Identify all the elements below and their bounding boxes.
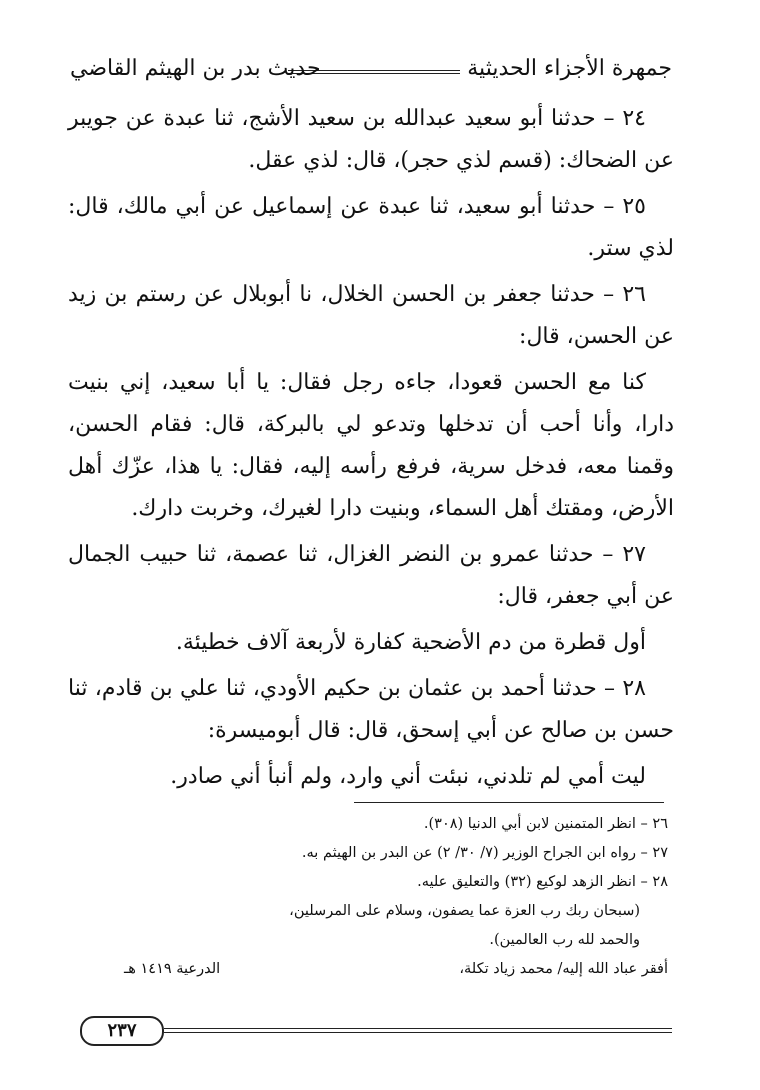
hadith-27-matn: أول قطرة من دم الأضحية كفارة لأربعة آلاف خطيئة. <box>175 630 646 655</box>
page-footer <box>72 1016 672 1046</box>
signature-row <box>80 955 668 985</box>
running-header <box>70 56 672 90</box>
footnote-separator <box>354 802 664 803</box>
closing-line-2: والحمد لله رب العالمين). <box>489 932 640 948</box>
main-text <box>68 98 674 802</box>
footnote-27: ٢٧ – رواه ابن الجراح الوزير (٧/ ٣٠/ ٢) عن البدر بن الهيثم به. <box>301 845 668 861</box>
book-title: جمهرة الأجزاء الحديثية <box>467 56 672 81</box>
hadith-26-matn: كنا مع الحسن قعودا، جاءه رجل فقال: يا أبا سعيد، إني بنيت دارا، وأنا أحب أن تدخلها وتدعو لي بالبركة، قال: فقام الحسن، وقمنا معه، فدخل سرية، فرفع رأسه إليه، فقال: يا هذا، عزّك أهل الأرض، ومقتك أهل السماء، وبنيت دارا لغيرك، وخربت دارك. <box>68 370 674 521</box>
hadith-27-isnad: ٢٧ – حدثنا عمرو بن النضر الغزال، ثنا عصمة، ثنا حبيب الجمال عن أبي جعفر، قال: <box>68 542 674 609</box>
signature: أفقر عباد الله إليه/ محمد زياد تكلة، <box>459 961 668 977</box>
footnotes <box>80 810 668 985</box>
hadith-24: ٢٤ – حدثنا أبو سعيد عبدالله بن سعيد الأشج، ثنا عبدة عن جويبر عن الضحاك: (قسم لذي حجر)، قال: لذي عقل. <box>68 106 674 173</box>
hadith-28-isnad: ٢٨ – حدثنا أحمد بن عثمان بن حكيم الأودي، ثنا علي بن قادم، ثنا حسن بن صالح عن أبي إسحق، قال: قال أبوميسرة: <box>68 676 674 743</box>
place-date: الدرعية ١٤١٩ هـ <box>124 961 221 977</box>
hadith-26-isnad: ٢٦ – حدثنا جعفر بن الحسن الخلال، نا أبوبلال عن رستم بن زيد عن الحسن، قال: <box>68 282 674 349</box>
footnote-26: ٢٦ – انظر المتمنين لابن أبي الدنيا (٣٠٨). <box>423 816 668 832</box>
page-number: ٢٣٧ <box>80 1016 164 1046</box>
section-title: حديث بدر بن الهيثم القاضي <box>70 56 321 81</box>
hadith-28-matn: ليت أمي لم تلدني، نبئت أني وارد، ولم أنبأ أني صادر. <box>170 764 646 789</box>
footer-rule <box>164 1028 672 1033</box>
hadith-25: ٢٥ – حدثنا أبو سعيد، ثنا عبدة عن إسماعيل عن أبي مالك، قال: لذي ستر. <box>68 194 674 261</box>
closing-line-1: (سبحان ربك رب العزة عما يصفون، وسلام على المرسلين، <box>289 903 640 919</box>
footnote-28: ٢٨ – انظر الزهد لوكيع (٣٢) والتعليق عليه. <box>417 874 668 890</box>
